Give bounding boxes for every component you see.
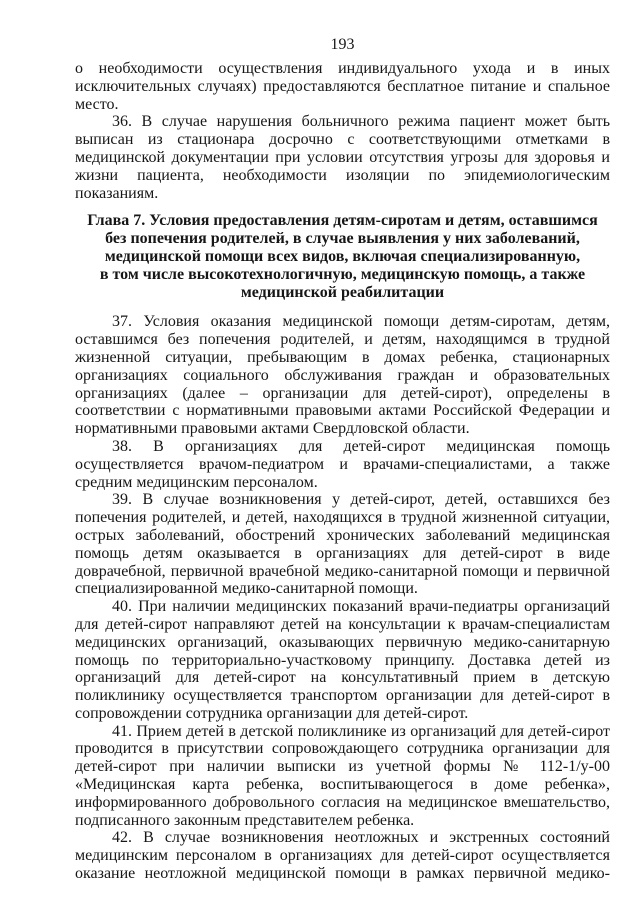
paragraph-continuation: о необходимости осуществления индивидуального ухода и в иных исключительных случаях) предоставляются бесплатное питание и спальное место. — [75, 60, 610, 113]
chapter-heading — [75, 212, 610, 301]
chapter-heading-line: без попечения родителей, в случае выявления у них заболеваний, — [105, 230, 580, 248]
paragraph-39: 39. В случае возникновения у детей-сирот, детей, оставшихся без попечения родителей, и детей, находящихся в трудной жизненной ситуации, острых заболеваний, обострений хронических заболеваний медицинская помощь детям оказывается в организациях для детей-сирот в виде доврачебной, первичной врачебной медико-санитарной помощи и первичной специализированной медико-санитарной помощи. — [75, 491, 610, 598]
page-number: 193 — [330, 36, 355, 53]
paragraph-38: 38. В организациях для детей-сирот медицинская помощь осуществляется врачом-педиатром и врачами-специалистами, а также средним медицинским персоналом. — [75, 437, 610, 491]
paragraph-36: 36. В случае нарушения больничного режима пациент может быть выписан из стационара досрочно с соответствующими отметками в медицинской документации при условии отсутствия угрозы для здоровья и жизни пациента, необходимости изоляции по эпидемиологическим показаниям. — [75, 113, 610, 202]
chapter-heading-line: медицинской помощи всех видов, включая специализированную, — [104, 247, 581, 265]
paragraph-42: 42. В случае возникновения неотложных и экстренных состояний медицинским персоналом в организациях для детей-сирот осуществляется оказание неотложной медицинской помощи в рамках первичной медико- — [75, 829, 610, 883]
chapter-heading-line: в том числе высокотехнологичную, медицинскую помощь, а также — [99, 265, 586, 283]
paragraph-37: 37. Условия оказания медицинской помощи детям-сиротам, детям, оставшимся без попечения родителей, и детям, находящимся в трудной жизненной ситуации, пребывающим в домах ребенка, стационарных организациях социального обслуживания граждан и образовательных организациях (далее – организации для детей-сирот), определены в соответствии с нормативными правовыми актами Российской Федерации и нормативными правовыми актами Свердловской области. — [75, 313, 610, 438]
chapter-heading-line: Глава 7. Условия предоставления детям-сиротам и детям, оставшимся — [87, 212, 598, 230]
paragraph-40: 40. При наличии медицинских показаний врачи-педиатры организаций для детей-сирот направляют детей на консультации к врачам-специалистам медицинских организаций, оказывающих первичную медико-санитарную помощь по территориально-участковому принципу. Доставка детей из организаций для детей-сирот на консультативный прием в детскую поликлинику осуществляется транспортом организации для детей-сирот в сопровождении сотрудника организации для детей-сирот. — [75, 598, 610, 722]
paragraph-41: 41. Прием детей в детской поликлинике из организаций для детей-сирот проводится в присутствии сопровождающего сотрудника организации для детей-сирот при наличии выписки из учетной формы № 112-1/у-00 «Медицинская карта ребенка, воспитывающегося в доме ребенка», информированного добровольного согласия на медицинское вмешательство, подписанного законным представителем ребенка. — [75, 722, 610, 829]
chapter-heading-line: медицинской реабилитации — [240, 283, 445, 301]
